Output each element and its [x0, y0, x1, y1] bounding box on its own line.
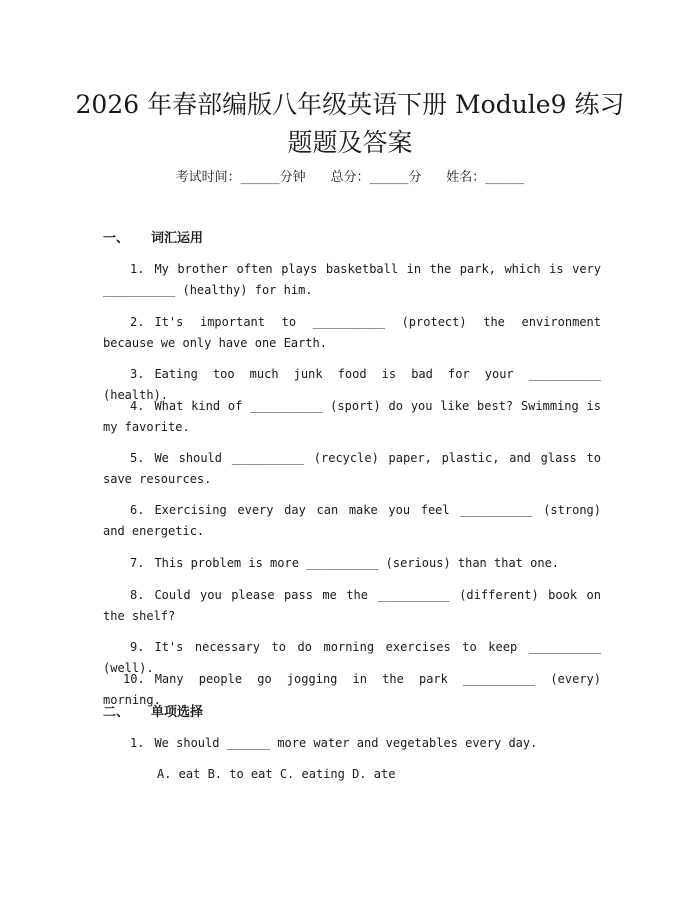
- question-item: 8. Could you please pass me the __________ (different) book on the shelf?: [103, 588, 601, 623]
- section-number: 二、: [103, 705, 130, 720]
- question-item: 5. We should __________ (recycle) paper, plastic, and glass to save resources.: [103, 451, 601, 486]
- answer-options: A. eat B. to eat C. eating D. ate: [157, 767, 396, 781]
- name-label: 姓名：______: [446, 170, 525, 185]
- question-item: 9. It's necessary to do morning exercises to keep __________ (well).: [103, 640, 601, 675]
- exam-time-label: 考试时间：______分钟: [175, 170, 306, 185]
- question-item: 10. Many people go jogging in the park __________ (every) morning.: [103, 672, 601, 707]
- question-item: 4. What kind of __________ (sport) do you like best? Swimming is my favorite.: [103, 399, 601, 434]
- total-score-label: 总分：______分: [330, 170, 422, 185]
- section-heading-multiple-choice: [103, 704, 203, 722]
- question-item: 3. Eating too much junk food is bad for your __________ (health).: [103, 367, 601, 402]
- section-title: 单项选择: [151, 705, 204, 720]
- section-heading-vocabulary: [103, 230, 203, 248]
- section-number: 一、: [103, 231, 130, 246]
- question-item: 7. This problem is more __________ (serious) than that one.: [130, 556, 560, 570]
- document-title: 2026 年春部编版八年级英语下册 Module9 练习题题及答案: [75, 90, 625, 157]
- question-item: 1. My brother often plays basketball in the park, which is very __________ (healthy) for him.: [103, 262, 601, 297]
- section-title: 词汇运用: [151, 231, 204, 246]
- question-item: 1. We should ______ more water and vegetables every day.: [130, 736, 538, 750]
- exam-info: [0, 169, 700, 187]
- question-item: 2. It's important to __________ (protect) the environment because we only have one Earth.: [103, 315, 601, 350]
- question-item: 6. Exercising every day can make you feel __________ (strong) and energetic.: [103, 503, 601, 538]
